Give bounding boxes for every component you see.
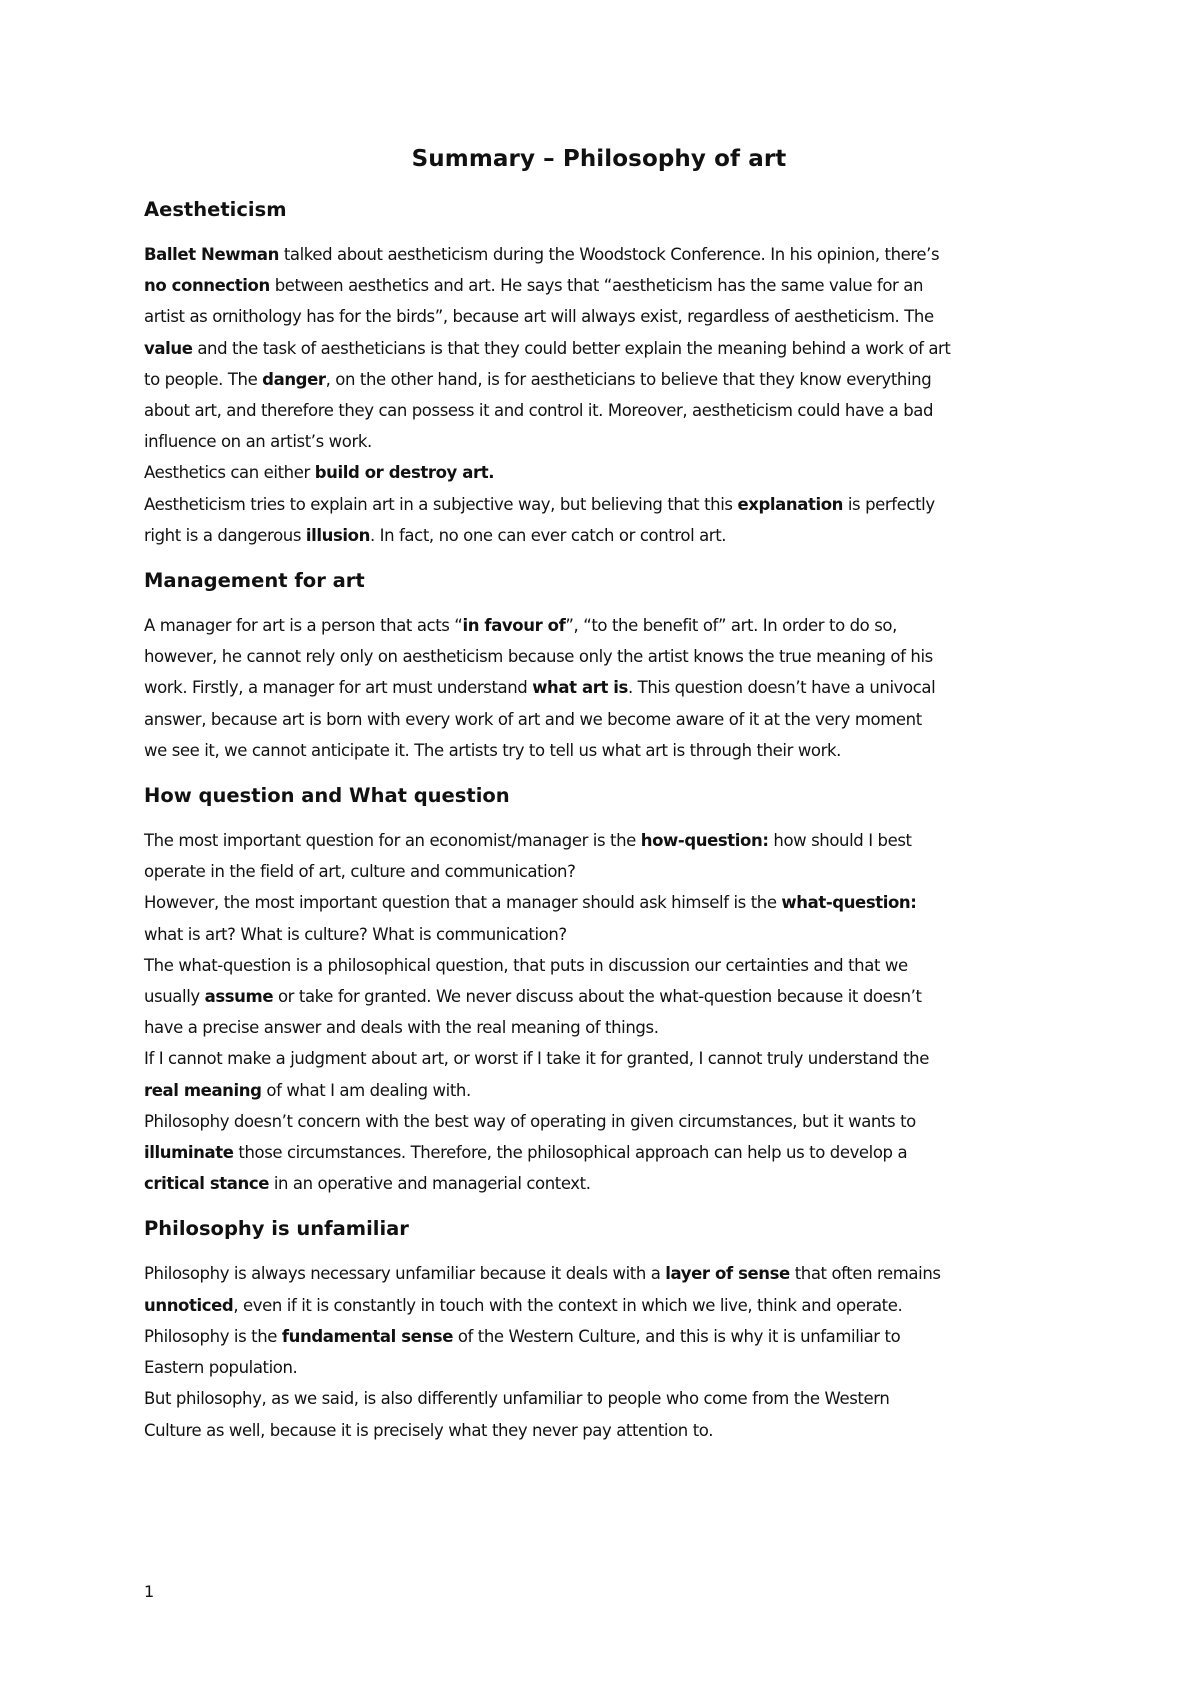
body-text: However, the most important question that a manager should ask himself is the xyxy=(144,893,782,913)
bold-text: assume xyxy=(204,987,274,1007)
bold-text: Ballet Newman xyxy=(144,245,279,264)
body-text: Culture as well, because it is precisely what they never pay attention to. xyxy=(144,1420,714,1440)
bold-text: explanation xyxy=(737,494,843,514)
bold-text: unnoticed xyxy=(144,1295,234,1315)
body-text: Eastern population. xyxy=(144,1358,298,1378)
body-text: Aestheticism tries to explain art in a subjective way, but believing that this xyxy=(144,494,738,514)
body-text: Philosophy doesn’t concern with the best way of operating in given circumstances, but it wants to xyxy=(144,1111,916,1131)
section-paragraph xyxy=(144,825,1054,1199)
bold-text: no connection xyxy=(144,276,270,296)
body-text: Philosophy is always necessary unfamiliar because it deals with a xyxy=(144,1264,666,1284)
body-text: how should I best xyxy=(768,831,912,851)
bold-text: illuminate xyxy=(144,1143,234,1163)
body-text: work. Firstly, a manager for art must understand xyxy=(144,678,533,698)
body-text: what is art? What is culture? What is communication? xyxy=(144,924,567,944)
body-text: Aesthetics can either xyxy=(144,463,315,483)
body-text: The what-question is a philosophical question, that puts in discussion our certainties and that we xyxy=(144,955,908,975)
document-sections xyxy=(144,198,1054,1446)
page-title: Summary – Philosophy of art xyxy=(411,146,787,172)
bold-text: danger xyxy=(262,369,326,389)
bold-text: how-question: xyxy=(640,831,769,851)
body-text: about art, and therefore they can possess it and control it. Moreover, aestheticism could have a bad xyxy=(144,401,934,421)
body-text: however, he cannot rely only on aestheticism because only the artist knows the true meaning of his xyxy=(144,647,933,667)
body-text: that often remains xyxy=(789,1264,941,1284)
body-text: If I cannot make a judgment about art, or worst if I take it for granted, I cannot truly understand the xyxy=(144,1049,929,1069)
body-text: usually xyxy=(144,987,205,1007)
bold-text: layer of sense xyxy=(665,1264,790,1284)
body-text: But philosophy, as we said, is also differently unfamiliar to people who come from the Western xyxy=(144,1389,890,1409)
bold-text: real meaning xyxy=(144,1080,262,1100)
body-text: A manager for art is a person that acts “ xyxy=(144,616,463,636)
body-text: . This question doesn’t have a univocal xyxy=(627,678,936,698)
body-text: The most important question for an economist/manager is the xyxy=(144,831,641,851)
page-number: 1 xyxy=(144,1582,155,1601)
section xyxy=(144,1217,1054,1445)
body-text: . In fact, no one can ever catch or control art. xyxy=(369,525,727,545)
section-heading: Aestheticism xyxy=(144,198,287,221)
bold-text: critical stance xyxy=(144,1174,269,1194)
body-text: is perfectly xyxy=(843,494,935,514)
section-heading: Management for art xyxy=(144,569,365,593)
bold-text: in favour of xyxy=(462,616,566,636)
body-text: operate in the field of art, culture and communication? xyxy=(144,862,576,882)
bold-text: value xyxy=(144,338,193,358)
body-text: to people. The xyxy=(144,369,263,389)
document-content xyxy=(144,146,1054,1446)
section-paragraph xyxy=(144,610,1054,766)
body-text: and the task of aestheticians is that they could better explain the meaning behind a work of art xyxy=(192,338,951,358)
body-text: Philosophy is the xyxy=(144,1326,282,1346)
body-text: or take for granted. We never discuss about the what-question because it doesn’t xyxy=(273,987,922,1007)
body-text: , on the other hand, is for aestheticians to believe that they know everything xyxy=(325,369,932,389)
body-text: of the Western Culture, and this is why it is unfamiliar to xyxy=(453,1326,901,1346)
body-text: in an operative and managerial context. xyxy=(269,1174,591,1194)
body-text: between aesthetics and art. He says that “aestheticism has the same value for an xyxy=(269,276,924,296)
section xyxy=(144,569,1054,766)
section-paragraph xyxy=(144,239,1054,551)
bold-text: fundamental sense xyxy=(281,1326,453,1346)
body-text: of what I am dealing with. xyxy=(261,1080,471,1100)
body-text: , even if it is constantly in touch with the context in which we live, think and operate. xyxy=(233,1295,903,1315)
section-heading: How question and What question xyxy=(144,784,510,808)
section xyxy=(144,784,1054,1199)
body-text: answer, because art is born with every work of art and we become aware of it at the very moment xyxy=(144,709,922,729)
body-text: right is a dangerous xyxy=(144,525,306,545)
body-text: talked about aestheticism during the Woodstock Conference. In his opinion, there’s xyxy=(278,245,940,264)
section xyxy=(144,198,1054,551)
body-text: those circumstances. Therefore, the philosophical approach can help us to develop a xyxy=(233,1143,908,1163)
body-text: ”, “to the benefit of” art. In order to do so, xyxy=(565,616,897,636)
section-paragraph xyxy=(144,1258,1054,1445)
bold-text: illusion xyxy=(305,525,370,545)
section-heading: Philosophy is unfamiliar xyxy=(144,1217,409,1241)
body-text: we see it, we cannot anticipate it. The artists try to tell us what art is through their work. xyxy=(144,740,841,760)
bold-text: what-question: xyxy=(781,893,917,913)
bold-text: build or destroy art. xyxy=(314,463,495,483)
body-text: have a precise answer and deals with the real meaning of things. xyxy=(144,1018,659,1038)
bold-text: what art is xyxy=(532,678,628,698)
body-text: influence on an artist’s work. xyxy=(144,432,372,452)
body-text: artist as ornithology has for the birds”, because art will always exist, regardless of aestheticism. The xyxy=(144,307,934,327)
